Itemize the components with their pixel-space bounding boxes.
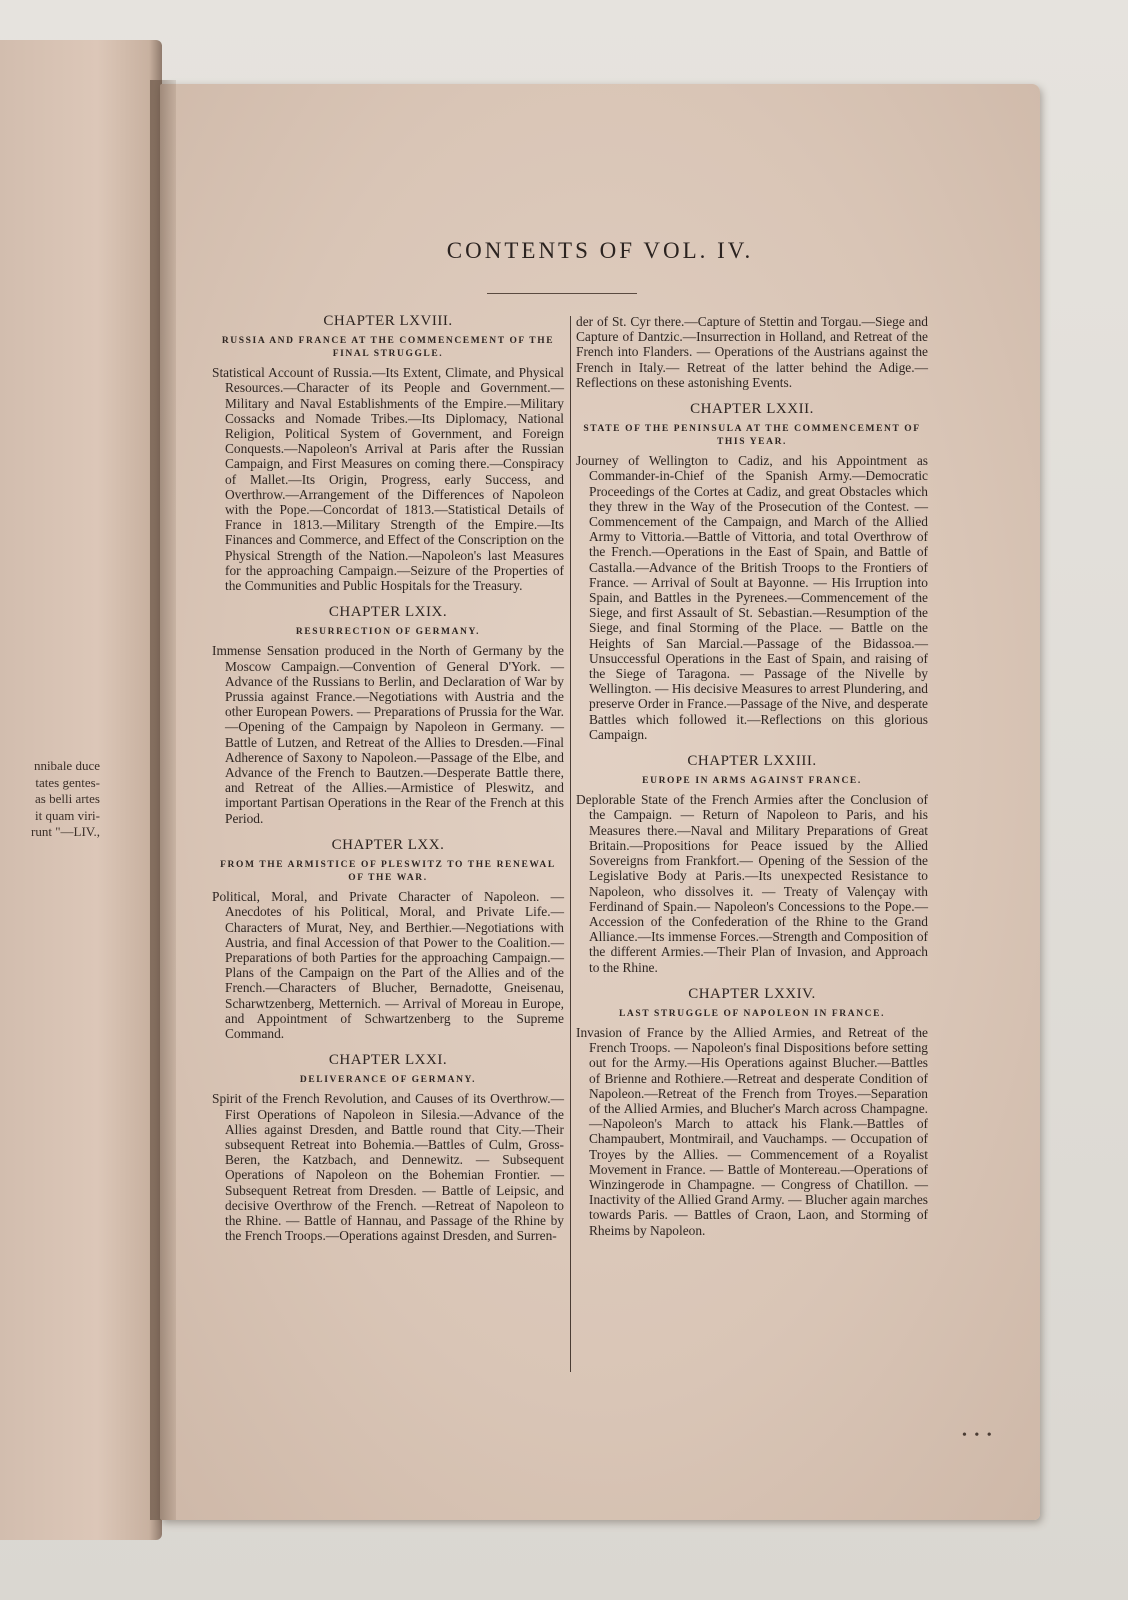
right-column (576, 314, 928, 1250)
chapter-heading: CHAPTER LXXI. (328, 1052, 448, 1069)
chapter-heading: CHAPTER LXXIV. (688, 985, 816, 1002)
left-fragment-line: tates gentes- (35, 774, 100, 790)
chapter-subtitle: LAST STRUGGLE OF NAPOLEON IN FRANCE. (618, 1008, 886, 1019)
chapter-heading: CHAPTER LXVIII. (323, 313, 453, 329)
left-fragment-line: it quam viri- (35, 807, 100, 823)
chapter-entry (212, 838, 564, 1041)
left-fragment-line: as belli artes (35, 791, 100, 806)
chapter-subtitle: EUROPE IN ARMS AGAINST FRANCE. (642, 776, 862, 787)
chapter-summary: Invasion of France by the Allied Armies, and Retreat of the French Troops. — Napoleon's final Dispositions before setting out for the Army.—His Operations against Blucher.—Battles of Brienne and Rothiere.—Retreat and desperate Condition of Napoleon.—Retreat of the French from Troyes.—Separation of the Allied Armies, and Blucher's March across Champagne.—Napoleon's March to attack his Flank.—Battles of Champaubert, Montmirail, and Vauchamps. — Occupation of Troyes by the Allies. — Commencement of a Royalist Movement in France. — Battle of Montereau.—Operations of Winzingerode in Champagne. — Congress of Chatillon. —Inactivity of the Allied Grand Army. — Blucher again marches towards Paris. — Battles of Craon, Laon, and Storming of Rheims by Napoleon. (576, 1024, 928, 1238)
chapter-summary: Statistical Account of Russia.—Its Extent, Climate, and Physical Resources.—Character of its People and Government.—Military and Naval Establishments of the Empire.—Military Cossacks and Nomade Tribes.—Its Diplomacy, National Religion, Political System of Government, and Foreign Conquests.—Napoleon's Arrival at Paris after the Russian Campaign, and First Measures on coming there.—Conspiracy of Mallet.—Its Origin, Progress, early Success, and Overthrow.—Arrangement of the Differences of Napoleon with the Pope.—Concordat of 1813.—Statistical Details of France in 1813.—Military Strength of the Empire.—Its Finances and Commerce, and Effect of the Conscription on the Physical Strength of the Nation.—Napoleon's last Measures for the approaching Campaign.—Seizure of the Properties of the Communities and Public Hospitals for the Treasury. (212, 365, 564, 594)
chapter-subtitle: RESURRECTION OF GERMANY. (295, 627, 481, 638)
left-column (212, 314, 564, 1255)
chapter-subtitle: STATE OF THE PENINSULA AT THE COMMENCEMENT OF THIS YEAR. (583, 424, 921, 448)
column-divider (570, 316, 571, 1372)
chapter-entry (212, 1053, 564, 1243)
chapter-summary: Deplorable State of the French Armies after the Conclusion of the Campaign. — Return of Napoleon to Paris, and his Measures there.—Naval and Military Preparations of Great Britain.—Propositions for Peace issued by the Allied Sovereigns from Frankfort.— Opening of the Session of the Legislative Body at Paris.—Its unexpected Resistance to Napoleon, who dissolves it. — Treaty of Valençay with Ferdinand of Spain.— Napoleon's Concessions to the Pope.—Accession of the Confederation of the Rhine to the Grand Alliance.—Its immense Forces.—Strength and Composition of the different Armies.—Their Plan of Invasion, and Approach to the Rhine. (576, 792, 928, 975)
chapter-summary: Spirit of the French Revolution, and Causes of its Overthrow.—First Operations of Napoleon in Silesia.—Advance of the Allies against Dresden, and Battle round that City.—Their subsequent Retreat into Bohemia.—Battles of Culm, Gross-Beren, the Katzbach, and Dennewitz. — Subsequent Operations of Napoleon on the Bohemian Frontier. — Subsequent Retreat from Dresden. — Battle of Leipsic, and decisive Overthrow of the French. —Retreat of Napoleon to the Rhine. — Battle of Hannau, and Passage of the Rhine by the French Troops.—Operations against Dresden, and Surren- (212, 1091, 564, 1244)
page-title: CONTENTS OF VOL. IV. (446, 238, 754, 263)
chapter-summary: Journey of Wellington to Cadiz, and his Appointment as Commander-in-Chief of the Spanish Army.—Democratic Proceedings of the Cortes at Cadiz, and great Obstacles which they threw in the Way of the Prosecution of the Contest. — Commencement of the Campaign, and March of the Allied Army to Vittoria.—Battle of Vittoria, and total Overthrow of the French.—Operations in the East of Spain, and Battle of Castalla.—Advance of the British Troops to the Frontiers of France. — Arrival of Soult at Bayonne. — His Irruption into Spain, and Battles in the Pyrenees.—Commencement of the Siege, and first Assault of St. Sebastian.—Resumption of the Siege, and final Storming of the Place. — Battle on the Heights of San Marcial.—Passage of the Bidassoa.—Unsuccessful Operations in the East of Spain, and raising of the Siege of Taragona. — Passage of the Nivelle by Wellington. — His decisive Measures to arrest Plundering, and preserve Order in France.—Passage of the Nive, and desperate Battles which followed it.—Reflections on this glorious Campaign. (576, 453, 928, 742)
title-rule (487, 293, 637, 294)
chapter-entry (576, 402, 928, 742)
left-page (0, 40, 162, 1540)
page-mark: • • • (962, 1428, 994, 1443)
chapter-heading: CHAPTER LXX. (331, 836, 445, 853)
chapter-entry (576, 754, 928, 975)
left-page-text (0, 758, 100, 841)
book-gutter (150, 80, 176, 1520)
chapter-subtitle: DELIVERANCE OF GERMANY. (299, 1075, 477, 1086)
left-fragment-line: runt "—LIV., (31, 824, 100, 839)
chapter-entry (212, 314, 564, 593)
chapter-entry (576, 987, 928, 1238)
chapter-summary: Political, Moral, and Private Character of Napoleon. —Anecdotes of his Political, Moral, and Private Life.—Characters of Murat, Ney, and Berthier.—Negotiations with Austria, and final Accession of that Power to the Coalition.—Preparations of both Parties for the approaching Campaign.—Plans of the Campaign on the Part of the Allies and of the French.—Characters of Blucher, Bernadotte, Gneisenau, Scharwtzenberg, Metternich. — Arrival of Moreau in Europe, and Appointment of Schwartzenberg to the Supreme Command. (212, 889, 564, 1041)
chapter-subtitle: RUSSIA AND FRANCE AT THE COMMENCEMENT OF THE FINAL STRUGGLE. (221, 336, 555, 360)
chapter-heading: CHAPTER LXXII. (690, 401, 814, 418)
continued-summary: der of St. Cyr there.—Capture of Stettin and Torgau.—Siege and Capture of Dantzic.—Insurrection in Holland, and Retreat of the French into Flanders. — Operations of the Austrians against the French in Italy.— Retreat of the latter behind the Adige.—Reflections on these astonishing Events. (576, 314, 928, 390)
left-fragment-line: nnibale duce (33, 758, 100, 773)
chapter-subtitle: FROM THE ARMISTICE OF PLESWITZ TO THE RENEWAL OF THE WAR. (220, 860, 556, 884)
chapter-heading: CHAPTER LXIX. (328, 604, 448, 621)
chapter-heading: CHAPTER LXXIII. (687, 753, 817, 770)
chapter-entry (212, 605, 564, 826)
chapter-summary: Immense Sensation produced in the North of Germany by the Moscow Campaign.—Convention of General D'York. — Advance of the Russians to Berlin, and Declaration of War by Prussia against France.—Negotiations with Austria and the other European Powers. — Preparations of Prussia for the War.—Opening of the Campaign by Napoleon in Germany. — Battle of Lutzen, and Retreat of the Allies to Dresden.—Final Adherence of Saxony to Napoleon.—Passage of the Elbe, and Advance of the French to Bautzen.—Desperate Battle there, and Retreat of the Allies.—Armistice of Pleswitz, and important Partisan Operations in the Rear of the French at this Period. (212, 643, 564, 826)
